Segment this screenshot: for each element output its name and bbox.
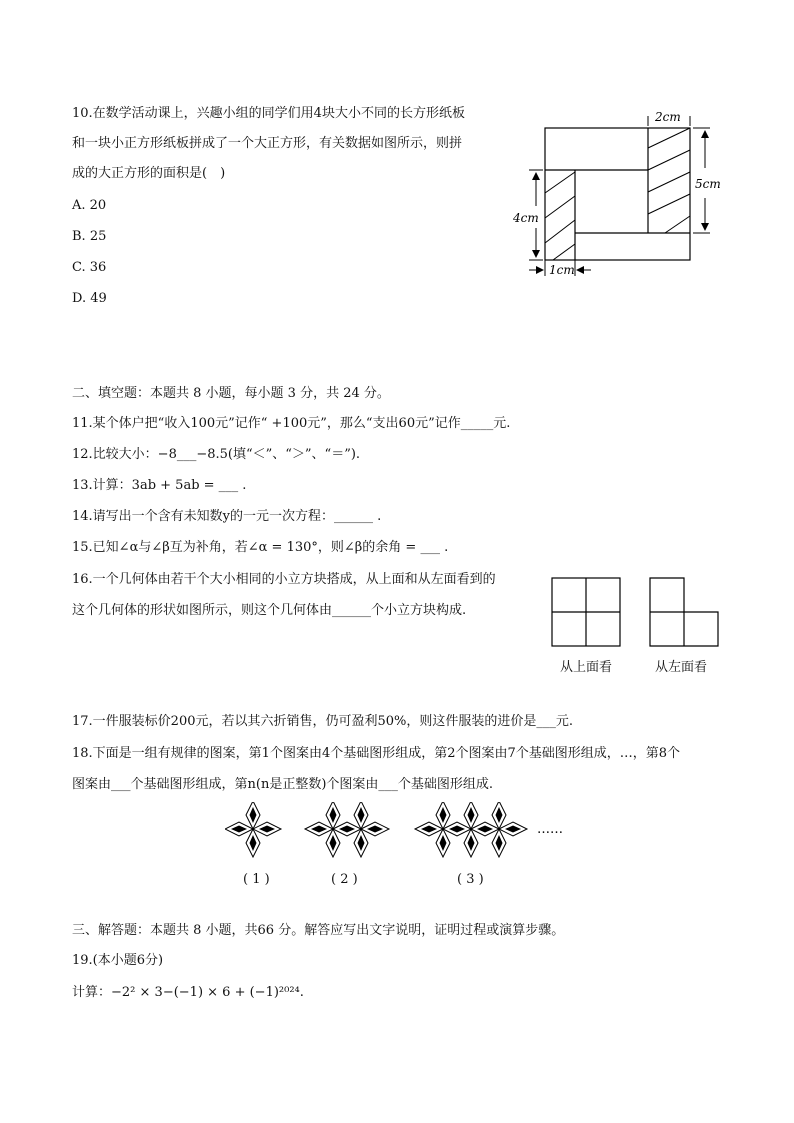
q18-line2: 图案由___个基础图形组成，第n(n是正整数)个图案由___个基础图形组成.: [72, 777, 494, 792]
q16-caption-top: 从上面看: [560, 660, 613, 675]
q10-option-a: A. 20: [72, 198, 107, 213]
q11: 11.某个体户把“收入100元”记作“ +100元”，那么“支出60元”记作_____元.: [72, 416, 511, 431]
q19-line: [72, 983, 304, 1003]
q18-pattern-1: [225, 802, 281, 857]
q18-label-1: ( 1 ): [243, 872, 270, 887]
q18-patterns: [225, 802, 585, 862]
q10-line1: 10.在数学活动课上，兴趣小组的同学们用4块大小不同的长方形纸板: [72, 106, 465, 121]
q10-line2: 和一块小正方形纸板拼成了一个大正方形，有关数据如图所示，则拼: [72, 136, 463, 151]
q16-view-top: [550, 576, 622, 648]
q10-label-top: 2cm: [655, 110, 681, 124]
section3-title: 三、解答题：本题共 8 小题，共66 分。解答应写出文字说明，证明过程或演算步骤。: [72, 923, 565, 938]
q10-label-bottom: 1cm: [549, 263, 575, 277]
q10-option-d: D. 49: [72, 291, 107, 306]
q10-option-b: B. 25: [72, 229, 107, 244]
q19-header: 19.(本小题6分): [72, 953, 164, 968]
q18-label-3: ( 3 ): [457, 872, 484, 887]
q14: 14.请写出一个含有未知数y的一元一次方程：______ .: [72, 509, 382, 524]
q16-line2: 这个几何体的形状如图所示，则这个几何体由______个小立方块构成.: [72, 603, 467, 618]
q17: 17.一件服装标价200元，若以其六折销售，仍可盈利50%，则这件服装的进价是___元.: [72, 714, 574, 729]
q10-option-c: C. 36: [72, 260, 107, 275]
q10-figure: [505, 108, 735, 278]
q12: 12.比较大小：−8___−8.5(填“＜”、“＞”、“＝”).: [72, 447, 361, 462]
q19-expression: −2² × 3−(−1) × 6 + (−1)²⁰²⁴.: [111, 985, 304, 1000]
q18-line1: 18.下面是一组有规律的图案，第1个图案由4个基础图形组成，第2个图案由7个基础图形组成，…，第8个: [72, 746, 681, 761]
q13: 13.计算：3ab + 5ab = ___ .: [72, 478, 247, 493]
q18-pattern-2: [305, 802, 389, 857]
q16-view-left: [648, 576, 720, 648]
q10-label-right: 5cm: [695, 177, 721, 191]
q16-caption-left: 从左面看: [655, 660, 708, 675]
section2-title: 二、填空题：本题共 8 小题，每小题 3 分，共 24 分。: [72, 386, 390, 401]
q10-label-left: 4cm: [513, 211, 539, 225]
q18-label-2: ( 2 ): [331, 872, 358, 887]
q18-ellipsis: ……: [537, 822, 563, 837]
q15: 15.已知∠α与∠β互为补角，若∠α = 130°，则∠β的余角 = ___ .: [72, 540, 449, 555]
q18-pattern-3: [415, 802, 527, 857]
q10-line3: 成的大正方形的面积是( ): [72, 166, 226, 181]
q16-line1: 16.一个几何体由若干个大小相同的小立方块搭成，从上面和从左面看到的: [72, 572, 496, 587]
q19-prompt: 计算：: [72, 985, 112, 1000]
